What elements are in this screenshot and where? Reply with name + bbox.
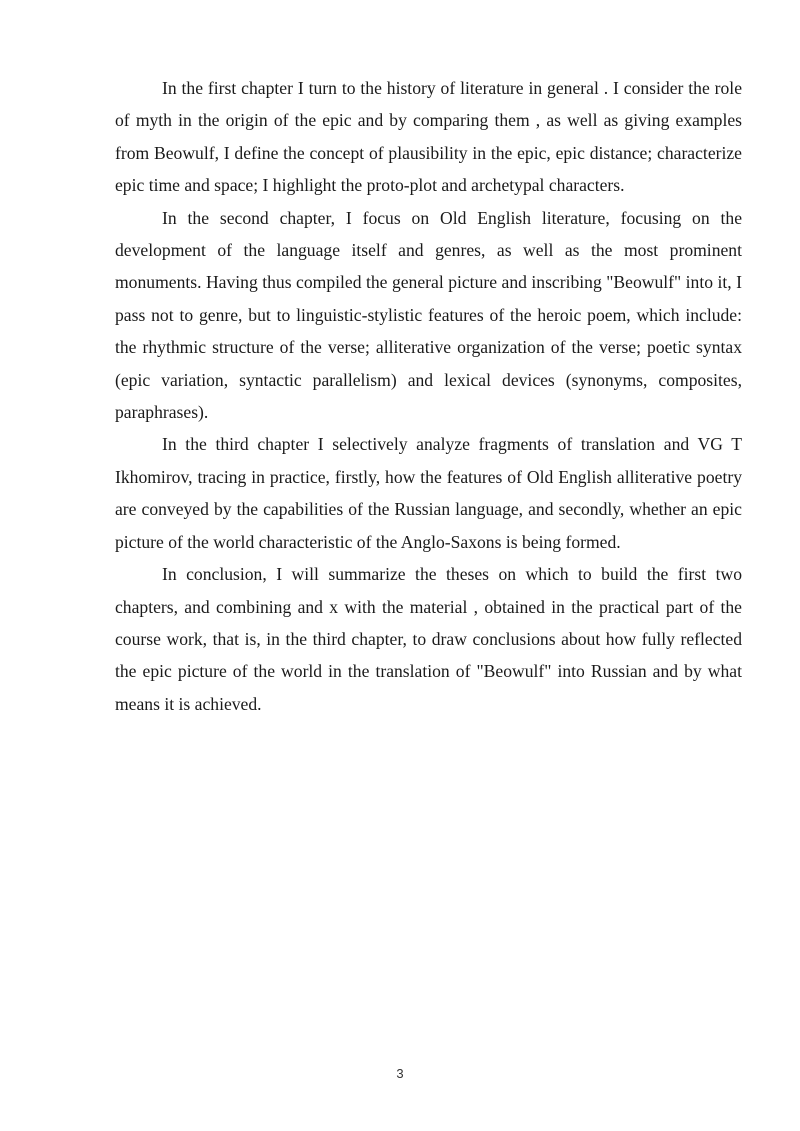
paragraph-conclusion: In conclusion, I will summarize the theses on which to build the first two chapters, and combining and x with the material , obtained in the practical part of the course work, that is, in the third chapter, to draw conclusions about how fully reflected the epic picture of the world in the translation of "Beowulf" into Russian and by what means it is achieved.: [115, 564, 742, 714]
page-number: 3: [396, 1066, 404, 1081]
document-body: [115, 72, 742, 720]
paragraph-chapter-three: In the third chapter I selectively analyze fragments of translation and VG T Ikhomirov, tracing in practice, firstly, how the features of Old English alliterative poetry are conveyed by the capabilities of the Russian language, and secondly, whether an epic picture of the world characteristic of the Anglo-Saxons is being formed.: [115, 434, 742, 552]
paragraph-chapter-two: In the second chapter, I focus on Old English literature, focusing on the development of the language itself and genres, as well as the most prominent monuments. Having thus compiled the general picture and inscribing "Beowulf" into it, I pass not to genre, but to linguistic-stylistic features of the heroic poem, which include: the rhythmic structure of the verse; alliterative organization of the verse; poetic syntax (epic variation, syntactic parallelism) and lexical devices (synonyms, composites, paraphrases).: [115, 207, 742, 423]
paragraph-chapter-one: In the first chapter I turn to the history of literature in general . I consider the role of myth in the origin of the epic and by comparing them , as well as giving examples from Beowulf, I define the concept of plausibility in the epic, epic distance; characterize epic time and space; I highlight the proto-plot and archetypal characters.: [115, 78, 742, 196]
